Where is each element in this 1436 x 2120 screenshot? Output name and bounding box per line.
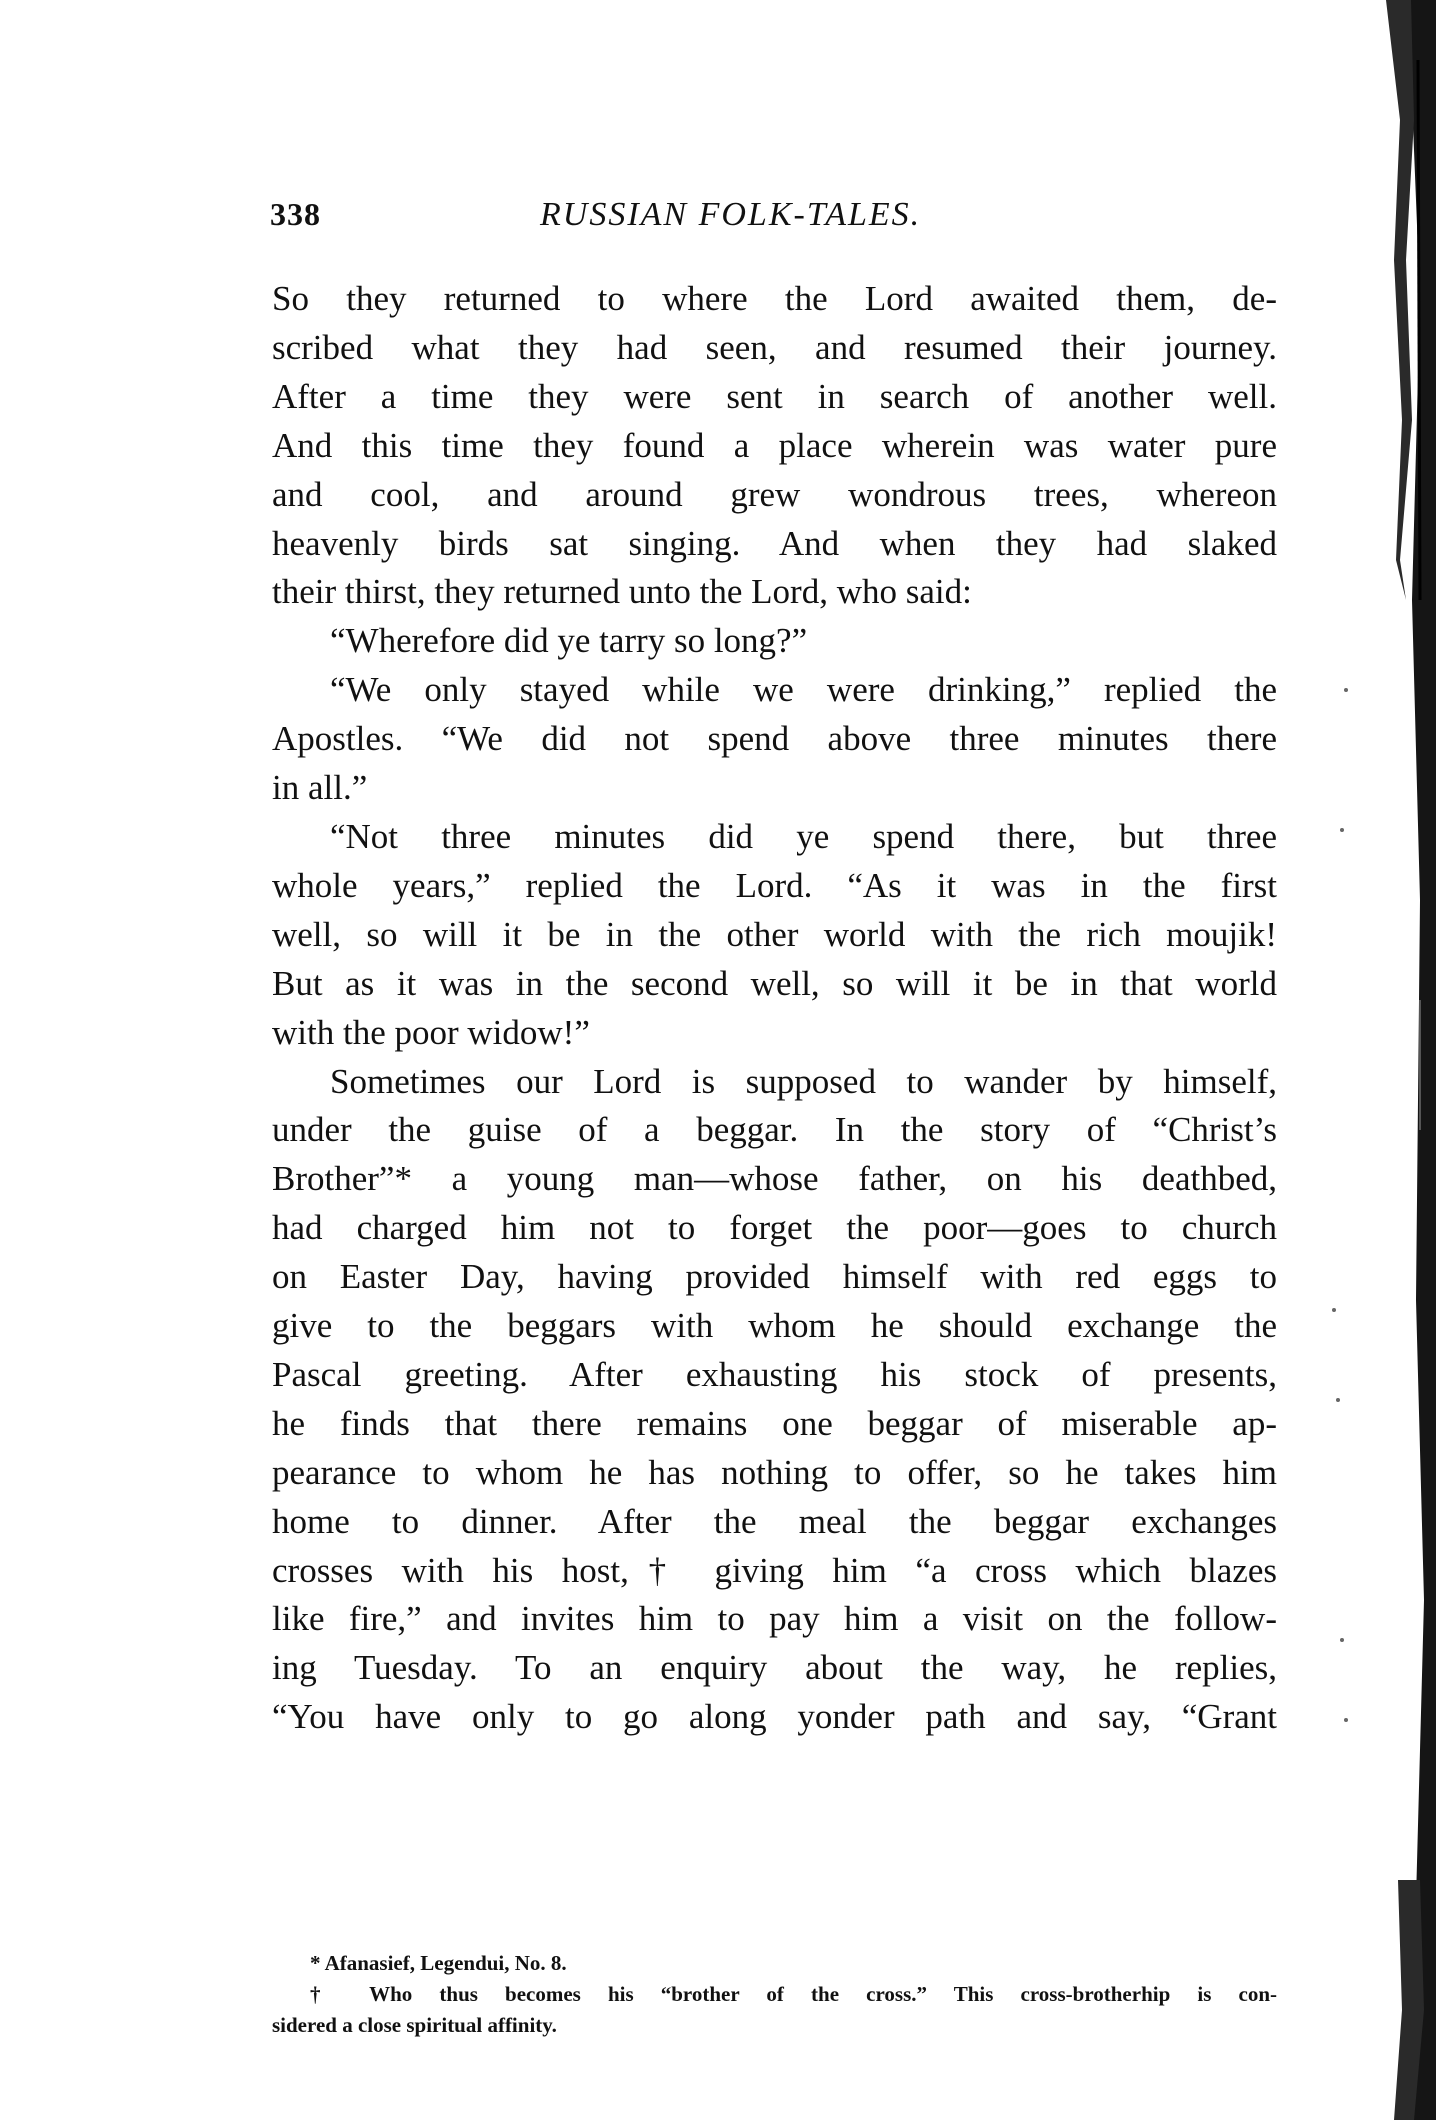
footnote-2-continued: sidered a close spiritual affinity. [272,2013,557,2037]
text-line: But as it was in the second well, so will it be in that world [272,963,1277,1003]
text-line: well, so will it be in the other world with the rich moujik! [272,914,1277,954]
text-line: their thirst, they returned unto the Lord, who said: [272,572,972,612]
body-text [272,275,1277,1742]
text-line: with the poor widow!” [272,1012,590,1052]
running-title: RUSSIAN FOLK-TALES. [540,196,922,233]
text-line: on Easter Day, having provided himself with red eggs to [272,1257,1277,1297]
text-line: give to the beggars with whom he should exchange the [272,1306,1277,1346]
footnote-1: * Afanasief, Legendui, No. 8. [310,1951,567,1975]
text-line: So they returned to where the Lord awaited them, de- [272,279,1277,318]
binding-edge-shadow [1316,0,1436,2120]
text-line: pearance to whom he has nothing to offer, so he takes him [272,1452,1277,1492]
page-header [270,190,1280,240]
text-line: Sometimes our Lord is supposed to wander by himself, [330,1061,1277,1101]
footnotes [272,1948,1277,2041]
text-line: he finds that there remains one beggar of miserable ap- [272,1403,1277,1443]
text-line: home to dinner. After the meal the beggar exchanges [272,1501,1277,1541]
text-line: heavenly birds sat singing. And when they had slaked [272,523,1277,563]
text-line: scribed what they had seen, and resumed their journey. [272,327,1277,367]
text-line: under the guise of a beggar. In the story of “Christ’s [272,1110,1277,1150]
text-line: ing Tuesday. To an enquiry about the way, he replies, [272,1648,1277,1688]
text-line: and cool, and around grew wondrous trees, whereon [272,474,1277,514]
text-line: “We only stayed while we were drinking,” replied the [330,670,1277,710]
text-line: And this time they found a place wherein was water pure [272,425,1277,465]
text-line: crosses with his host,† giving him “a cross which blazes [272,1550,1277,1590]
page-number: 338 [270,196,321,232]
text-line: Apostles. “We did not spend above three minutes there [272,719,1277,759]
text-line: like fire,” and invites him to pay him a visit on the follow- [272,1599,1277,1639]
text-line: Pascal greeting. After exhausting his stock of presents, [272,1354,1277,1394]
text-line: After a time they were sent in search of another well. [272,376,1277,416]
text-line: “Wherefore did ye tarry so long?” [330,621,808,661]
text-line: Brother”* a young man—whose father, on his deathbed, [272,1159,1277,1199]
text-line: had charged him not to forget the poor—goes to church [272,1208,1277,1248]
text-line: in all.” [272,768,368,808]
text-line: whole years,” replied the Lord. “As it was in the first [272,865,1277,905]
footnote-2: † Who thus becomes his “brother of the cross.” This cross-brotherhip is con- [310,1982,1277,2006]
text-line: “You have only to go along yonder path and say, “Grant [272,1697,1277,1737]
binding-shadow-graphic [1316,0,1436,2120]
text-line: “Not three minutes did ye spend there, but three [330,816,1277,856]
